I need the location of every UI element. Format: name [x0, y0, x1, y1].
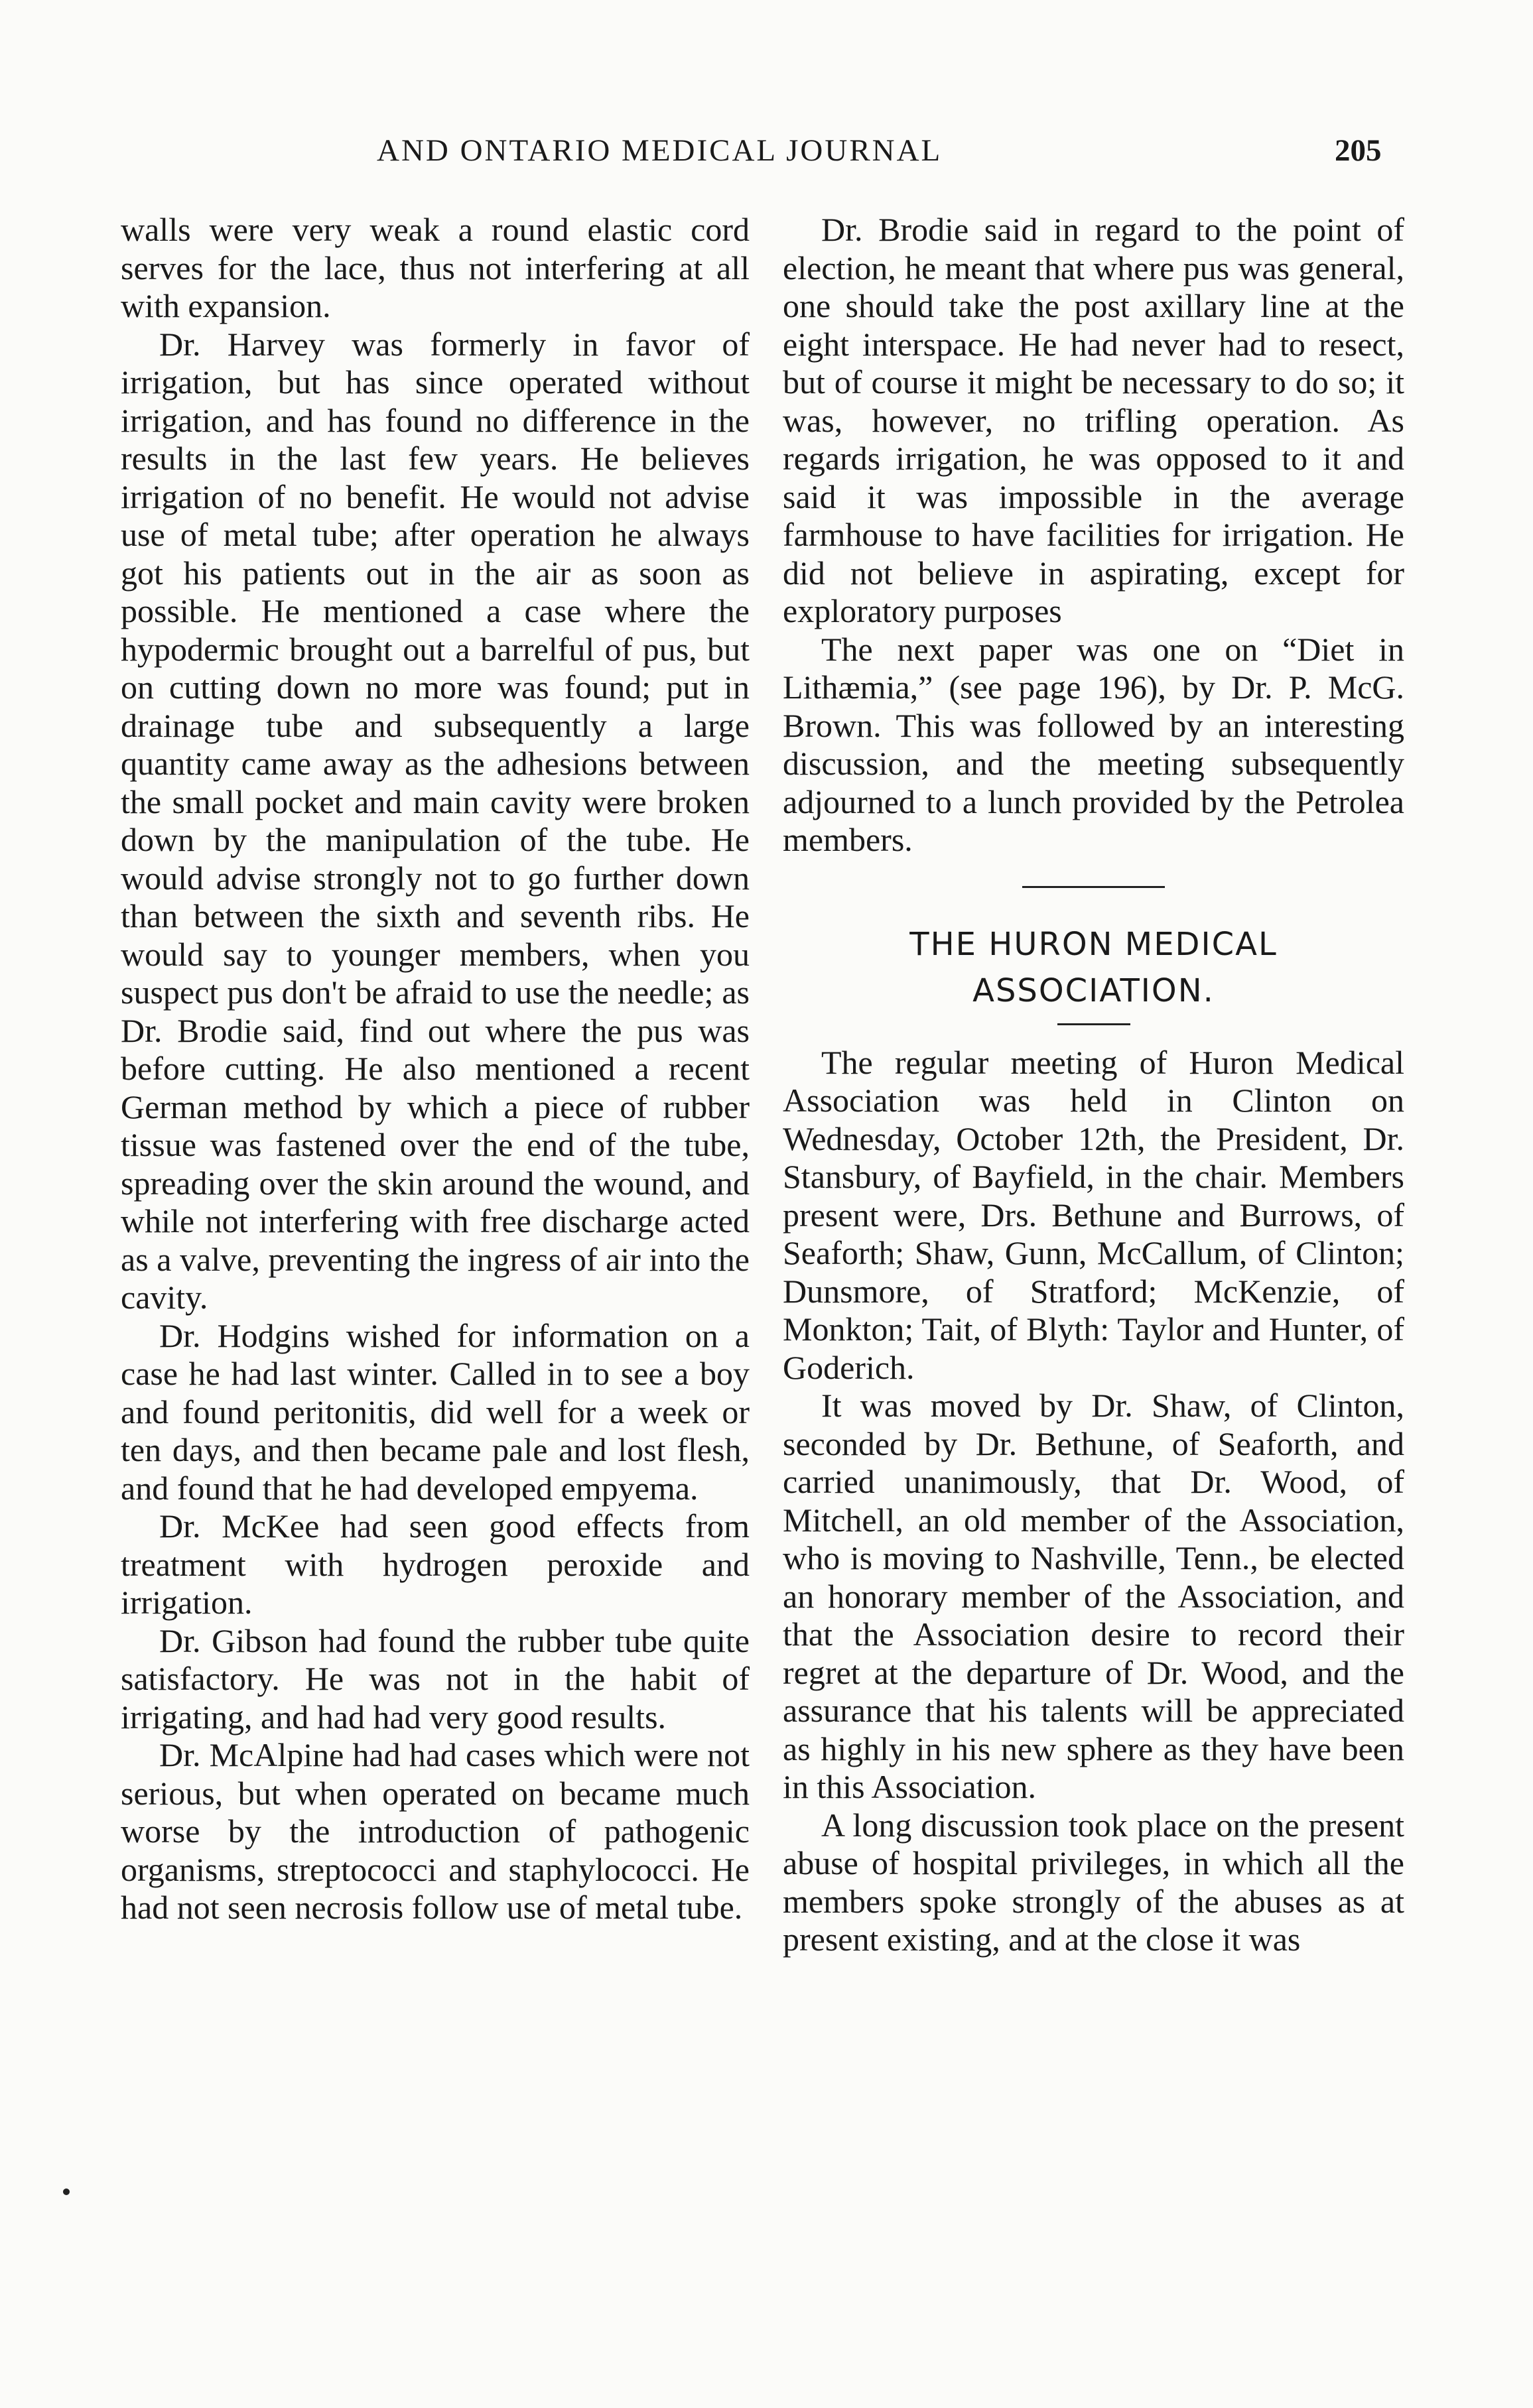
paragraph-next-paper: The next paper was one on “Diet in Lithæmia,” (see page 196), by Dr. P. McG. Brown. This was followed by an interesting discussion, and the meeting subsequently adjourned to a lunch provided by the Petrolea members.: [783, 630, 1404, 858]
paragraph-continuation: walls were very weak a round elastic cord serves for the lace, thus not interfering at all with expansion.: [121, 211, 750, 324]
paragraph-hodgins: Dr. Hodgins wished for information on a case he had last winter. Called in to see a boy and found peritonitis, did well for a week or ten days, and then became pale and lost flesh, and found that he had developed empyema.: [121, 1316, 750, 1507]
section-heading-line-2: ASSOCIATION.: [972, 972, 1215, 1009]
section-divider: [1022, 886, 1165, 888]
page-number: 205: [1335, 133, 1382, 168]
paragraph-regular-meeting: The regular meeting of Huron Medical Association was held in Clinton on Wednesday, October 12th, the President, Dr. Stansbury, of Bayfield, in the chair. Members present were, Drs. Bethune and Burrows, of Seaforth; Shaw, Gunn, McCallum, of Clinton; Dunsmore, of Stratford; McKenzie, of Monkton; Tait, of Blyth: Taylor and Hunter, of Goderich.: [783, 1043, 1404, 1386]
running-title: AND ONTARIO MEDICAL JOURNAL: [377, 133, 943, 168]
paragraph-mckee: Dr. McKee had seen good effects from treatment with hydrogen peroxide and irrigation.: [121, 1507, 750, 1621]
paragraph-brodie: Dr. Brodie said in regard to the point of election, he meant that where pus was general, one should take the post axillary line at the eight interspace. He had never had to resect, but of course it might be necessary to do so; it was, however, no trifling operation. As regards irrigation, he was opposed to it and said it was impossible in the average farmhouse to have facilities for irrigation. He did not believe in aspirating, except for exploratory purposes: [783, 211, 1404, 629]
paragraph-gibson: Dr. Gibson had found the rubber tube quite satisfactory. He was not in the habit of irrigating, and had had very good results.: [121, 1621, 750, 1736]
margin-dot-mark: [63, 2188, 70, 2195]
right-column: [783, 211, 1404, 1959]
section-heading-line-1: THE HURON MEDICAL: [909, 925, 1278, 963]
running-header: [0, 133, 1533, 172]
paragraph-hospital-discussion: A long discussion took place on the present abuse of hospital privileges, in which all the members spoke strongly of the abuses as at present existing, and at the close it was: [783, 1806, 1404, 1958]
paragraph-mcalpine: Dr. McAlpine had had cases which were not serious, but when operated on became much worse by the introduction of pathogenic organisms, streptococci and staphylococci. He had not seen necrosis follow use of metal tube.: [121, 1736, 750, 1926]
left-column: [121, 211, 750, 1927]
paragraph-motion: It was moved by Dr. Shaw, of Clinton, seconded by Dr. Bethune, of Seaforth, and carried unanimously, that Dr. Wood, of Mitchell, an old member of the Association, who is moving to Nashville, Tenn., be elected an honorary member of the Association, and that the Association desire to record their regret at the departure of Dr. Wood, and the assurance that his talents will be appreciated as highly in his new sphere as they have been in this Association.: [783, 1387, 1404, 1805]
heading-underline: [1057, 1023, 1130, 1025]
paragraph-harvey: Dr. Harvey was formerly in favor of irrigation, but has since operated without irrigation, and has found no difference in the results in the last few years. He believes irrigation of no benefit. He would not advise use of metal tube; after operation he always got his patients out in the air as soon as possible. He mentioned a case where the hypodermic brought out a barrelful of pus, but on cutting down no more was found; put in drainage tube and subsequently a large quantity came away as the adhesions between the small pocket and main cavity were broken down by the manipulation of the tube. He would advise strongly not to go further down than between the sixth and seventh ribs. He would say to younger members, when you suspect pus don't be afraid to use the needle; as Dr. Brodie said, find out where the pus was before cutting. He also mentioned a recent German method by which a piece of rubber tissue was fastened over the end of the tube, spreading over the skin around the wound, and while not interfering with free discharge acted as a valve, preventing the ingress of air into the cavity.: [121, 325, 750, 1316]
